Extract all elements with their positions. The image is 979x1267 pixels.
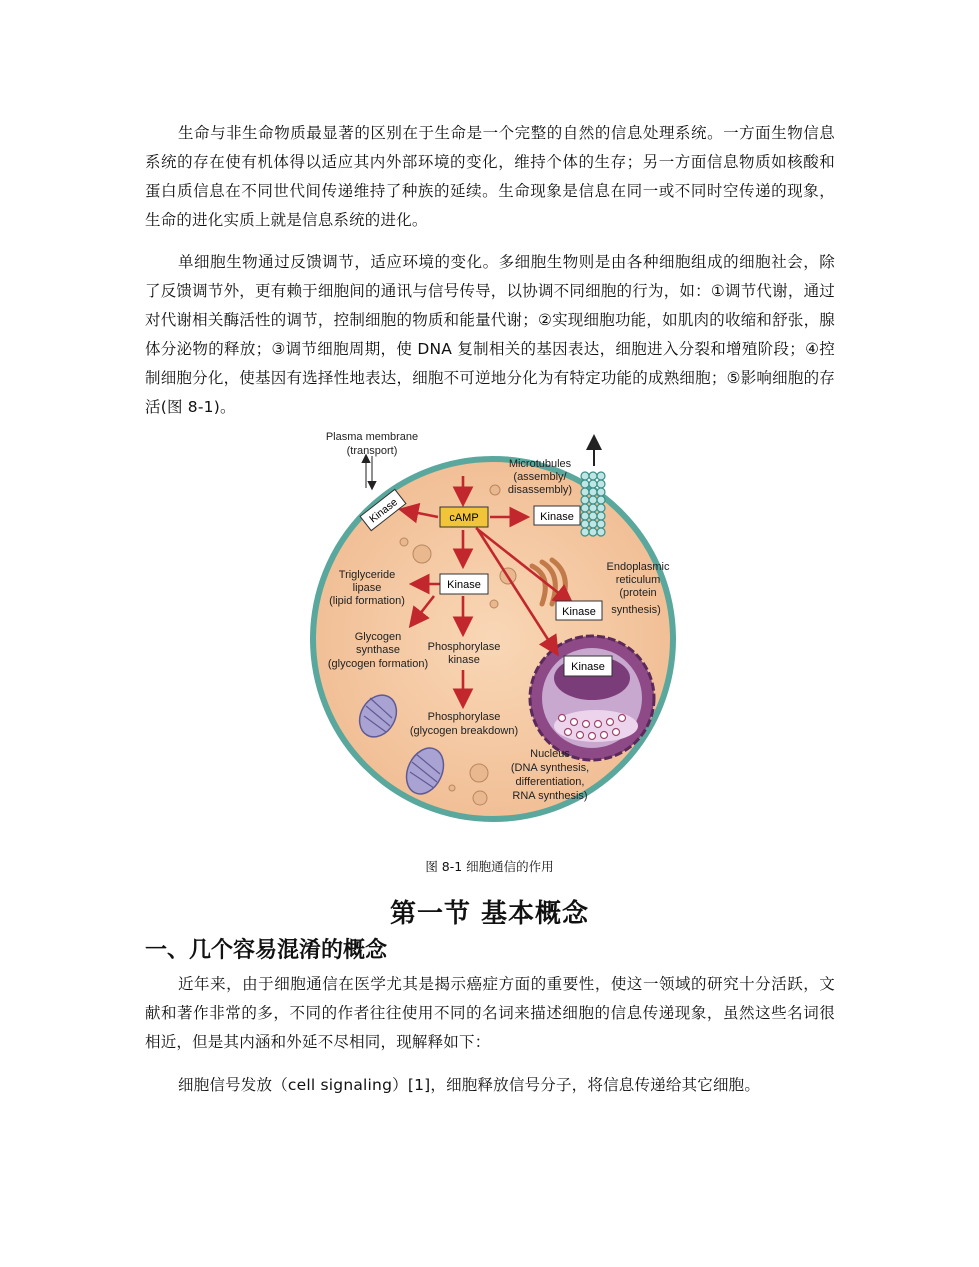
paragraph-intro: 生命与非生命物质最显著的区别在于生命是一个完整的自然的信息处理系统。一方面生物信息系统的存在使有机体得以适应其内外部环境的变化，维持个体的生存；另一方面信息物质如核酸和蛋白质信息在不同世代间传递维持了种族的延续。生命现象是信息在同一或不同时空传递的现象，生命的进化实质上就是信息系统的进化。 [145, 124, 835, 229]
label-lipid-formation: (lipid formation) [329, 595, 405, 607]
svg-text:cAMP: cAMP [449, 512, 479, 524]
section-title: 第一节 基本概念 [389, 899, 590, 929]
label-phosphorylase: Phosphorylase [427, 711, 501, 723]
label-microtubules-disassembly: disassembly) [507, 484, 573, 496]
label-microtubules-assembly: (assembly/ [513, 471, 567, 483]
label-phosphorylase-kinase-1: Phosphorylase [427, 641, 501, 653]
svg-text:Kinase: Kinase [367, 496, 400, 526]
paragraph-concepts: 近年来，由于细胞通信在医学尤其是揭示癌症方面的重要性，使这一领域的研究十分活跃，文献和著作非常的多，不同的作者往往使用不同的名词来描述细胞的信息传递现象，虽然这些名词很相近，但是其内涵和外延不尽相同，现解释如下： [145, 975, 835, 1051]
label-protein: (protein [619, 587, 657, 599]
paragraph-cell-signaling: 细胞信号发放（cell signaling）[1]，细胞释放信号分子，将信息传递给其它细胞。 [178, 1076, 761, 1094]
kinase-box-center [440, 574, 488, 594]
label-plasma-transport: (transport) [346, 445, 398, 457]
label-reticulum: reticulum [615, 574, 661, 586]
label-dna-synthesis: (DNA synthesis, [510, 762, 590, 774]
label-triglyceride: Triglyceride [338, 569, 396, 581]
label-glycogen: Glycogen [354, 631, 402, 643]
kinase-box-er [556, 601, 602, 620]
kinase-box-nucleus [564, 656, 612, 676]
svg-text:Kinase: Kinase [562, 606, 596, 618]
microtubule-beads [581, 472, 605, 536]
svg-text:Kinase: Kinase [571, 661, 605, 673]
label-microtubules: Microtubules [508, 458, 572, 470]
label-rna-synthesis: RNA synthesis) [512, 790, 588, 802]
label-differentiation: differentiation, [515, 776, 585, 788]
label-lipase: lipase [352, 582, 382, 594]
kinase-box-microtubule [534, 506, 580, 525]
label-endoplasmic: Endoplasmic [606, 561, 670, 573]
label-synthase: synthase [355, 644, 401, 656]
paragraph-multicellular: 单细胞生物通过反馈调节，适应环境的变化。多细胞生物则是由各种细胞组成的细胞社会，除了反馈调节外，更有赖于细胞间的通讯与信号传导，以协调不同细胞的行为，如：①调节代谢，通过对代谢相关酶活性的调节，控制细胞的物质和能量代谢；②实现细胞功能，如肌肉的收缩和舒张，腺体分泌物的释放；③调节细胞周期，使 DNA 复制相关的基因表达，细胞进入分裂和增殖阶段；④控制细胞分化，使基因有选择性地表达，细胞不可逆地分化为有特定功能的成熟细胞；⑤影响细胞的存活(图 8-1)。 [145, 253, 835, 416]
label-glycogen-formation: (glycogen formation) [327, 658, 429, 670]
label-synthesis: synthesis) [611, 604, 661, 616]
label-nucleus: Nucleus [530, 748, 570, 760]
label-plasma-membrane: Plasma membrane [325, 431, 419, 443]
svg-text:Kinase: Kinase [447, 579, 481, 591]
cell-communication-figure [300, 426, 690, 836]
svg-text:Kinase: Kinase [540, 511, 574, 523]
label-phosphorylase-kinase-2: kinase [448, 654, 480, 666]
label-glycogen-breakdown: (glycogen breakdown) [409, 725, 519, 737]
subsection-title: 一、几个容易混淆的概念 [145, 937, 388, 963]
figure-caption: 图 8-1 细胞通信的作用 [425, 859, 554, 874]
